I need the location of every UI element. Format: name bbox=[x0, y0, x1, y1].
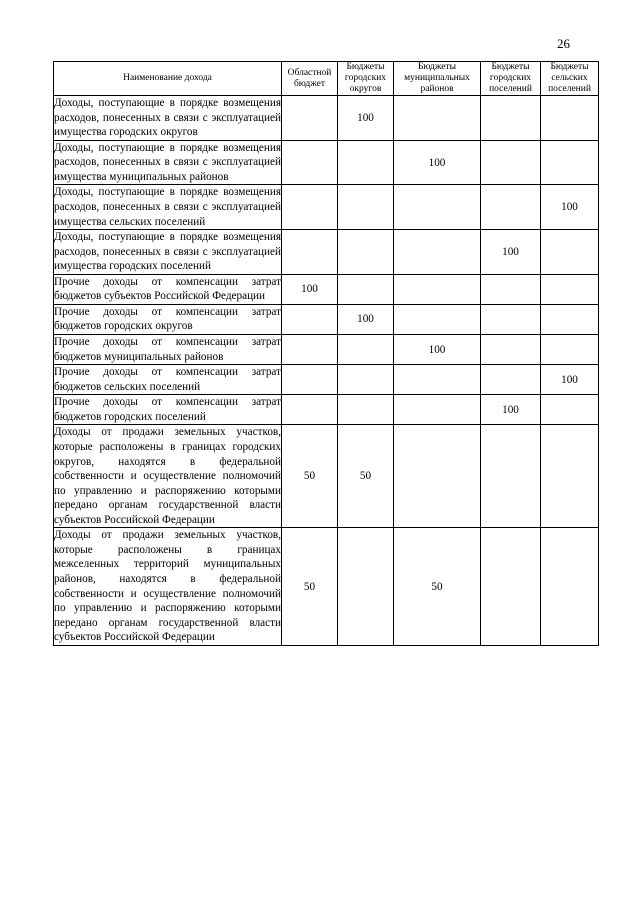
page-number: 26 bbox=[557, 36, 570, 51]
table-row bbox=[54, 425, 599, 528]
city-district-value: 100 bbox=[338, 304, 394, 334]
city-district-value bbox=[338, 365, 394, 395]
table-row bbox=[54, 304, 599, 334]
regional-value: 50 bbox=[282, 425, 338, 528]
rural-settlement-value: 100 bbox=[541, 185, 599, 230]
income-name: Прочие доходы от компенсации затрат бюджетов городских поселений bbox=[54, 395, 282, 425]
table-header-row bbox=[54, 62, 599, 96]
rural-settlement-value bbox=[541, 528, 599, 646]
table-row bbox=[54, 140, 599, 185]
table-row bbox=[54, 96, 599, 141]
regional-value bbox=[282, 335, 338, 365]
regional-value bbox=[282, 395, 338, 425]
income-name: Доходы, поступающие в порядке возмещения расходов, понесенных в связи с эксплуатацией имущества городских поселений bbox=[54, 230, 282, 275]
header-municipal-district-budgets: Бюджеты муниципальных районов bbox=[394, 62, 481, 96]
urban-settlement-value bbox=[481, 185, 541, 230]
table-row bbox=[54, 274, 599, 304]
table-row bbox=[54, 528, 599, 646]
regional-value bbox=[282, 96, 338, 141]
income-distribution-table bbox=[53, 61, 599, 646]
city-district-value bbox=[338, 274, 394, 304]
header-income-name: Наименование дохода bbox=[54, 62, 282, 96]
regional-value bbox=[282, 365, 338, 395]
urban-settlement-value bbox=[481, 365, 541, 395]
regional-value bbox=[282, 230, 338, 275]
urban-settlement-value bbox=[481, 96, 541, 141]
city-district-value bbox=[338, 230, 394, 275]
city-district-value bbox=[338, 185, 394, 230]
urban-settlement-value bbox=[481, 425, 541, 528]
regional-value bbox=[282, 304, 338, 334]
header-urban-settlement-budgets: Бюджеты городских поселений bbox=[481, 62, 541, 96]
urban-settlement-value bbox=[481, 335, 541, 365]
income-name: Доходы, поступающие в порядке возмещения расходов, понесенных в связи с эксплуатацией имущества сельских поселений bbox=[54, 185, 282, 230]
rural-settlement-value bbox=[541, 96, 599, 141]
header-city-district-budgets: Бюджеты городских округов bbox=[338, 62, 394, 96]
urban-settlement-value: 100 bbox=[481, 395, 541, 425]
header-regional-budget: Областной бюджет bbox=[282, 62, 338, 96]
urban-settlement-value: 100 bbox=[481, 230, 541, 275]
income-name: Прочие доходы от компенсации затрат бюджетов городских округов bbox=[54, 304, 282, 334]
table-row bbox=[54, 335, 599, 365]
table-row bbox=[54, 185, 599, 230]
income-name: Доходы, поступающие в порядке возмещения расходов, понесенных в связи с эксплуатацией имущества городских округов bbox=[54, 96, 282, 141]
header-rural-settlement-budgets: Бюджеты сельских поселений bbox=[541, 62, 599, 96]
city-district-value: 50 bbox=[338, 425, 394, 528]
table-row bbox=[54, 365, 599, 395]
urban-settlement-value bbox=[481, 140, 541, 185]
city-district-value bbox=[338, 140, 394, 185]
municipal-district-value bbox=[394, 395, 481, 425]
municipal-district-value bbox=[394, 185, 481, 230]
municipal-district-value: 100 bbox=[394, 140, 481, 185]
income-name: Прочие доходы от компенсации затрат бюджетов сельских поселений bbox=[54, 365, 282, 395]
rural-settlement-value bbox=[541, 140, 599, 185]
urban-settlement-value bbox=[481, 274, 541, 304]
municipal-district-value: 50 bbox=[394, 528, 481, 646]
rural-settlement-value bbox=[541, 425, 599, 528]
municipal-district-value bbox=[394, 425, 481, 528]
income-name: Доходы, поступающие в порядке возмещения расходов, понесенных в связи с эксплуатацией имущества муниципальных районов bbox=[54, 140, 282, 185]
city-district-value bbox=[338, 528, 394, 646]
municipal-district-value bbox=[394, 304, 481, 334]
regional-value: 50 bbox=[282, 528, 338, 646]
municipal-district-value bbox=[394, 274, 481, 304]
city-district-value bbox=[338, 335, 394, 365]
municipal-district-value bbox=[394, 230, 481, 275]
regional-value bbox=[282, 185, 338, 230]
income-name: Доходы от продажи земельных участков, которые расположены в границах городских округов, находятся в федеральной собственности и осуществление полномочий по управлению и распоряжению которыми передано органам государственной власти субъектов Российской Федерации bbox=[54, 425, 282, 528]
municipal-district-value bbox=[394, 365, 481, 395]
rural-settlement-value bbox=[541, 395, 599, 425]
rural-settlement-value bbox=[541, 335, 599, 365]
city-district-value: 100 bbox=[338, 96, 394, 141]
table-row bbox=[54, 230, 599, 275]
income-name: Доходы от продажи земельных участков, которые расположены в границах межселенных территорий муниципальных районов, находятся в федеральной собственности и осуществление полномочий по управлению и распоряжению которыми передано органам государственной власти субъектов Российской Федерации bbox=[54, 528, 282, 646]
rural-settlement-value bbox=[541, 274, 599, 304]
regional-value: 100 bbox=[282, 274, 338, 304]
urban-settlement-value bbox=[481, 528, 541, 646]
municipal-district-value: 100 bbox=[394, 335, 481, 365]
urban-settlement-value bbox=[481, 304, 541, 334]
income-name: Прочие доходы от компенсации затрат бюджетов муниципальных районов bbox=[54, 335, 282, 365]
rural-settlement-value: 100 bbox=[541, 365, 599, 395]
income-name: Прочие доходы от компенсации затрат бюджетов субъектов Российской Федерации bbox=[54, 274, 282, 304]
municipal-district-value bbox=[394, 96, 481, 141]
regional-value bbox=[282, 140, 338, 185]
rural-settlement-value bbox=[541, 304, 599, 334]
rural-settlement-value bbox=[541, 230, 599, 275]
city-district-value bbox=[338, 395, 394, 425]
table-row bbox=[54, 395, 599, 425]
